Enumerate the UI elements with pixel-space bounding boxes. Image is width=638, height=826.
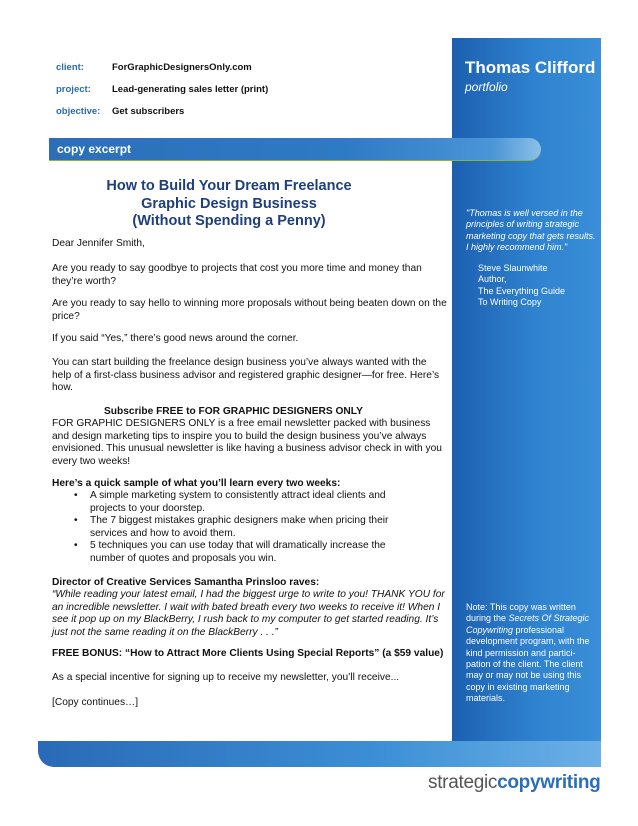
brand-logo [428, 772, 600, 794]
note-text-1: Note: This copy was written during the [466, 602, 576, 624]
portfolio-label: portfolio [465, 80, 508, 94]
project-label: project: [56, 83, 91, 95]
headline-line-2: Graphic Design Business [141, 195, 317, 212]
section-band-label: copy excerpt [57, 142, 132, 156]
sample-heading: Here’s a quick sample of what you’ll learn every two weeks: [52, 478, 341, 489]
testimonial-text: “While reading your latest email, I had the biggest urge to write to you! THANK YOU for an incredible newsletter. I wait with bated breath every two weeks to receive it! When I see it pop up on my BlackBerry, I rush back to my computer to get started reading. It’s just not the same reading it on the BlackBerry . . .” [52, 589, 445, 638]
note-text-2: professional development program, with the kind permission and partici-pation of the client. The client may or may not be using this copy in existing marketing materials. [466, 624, 590, 704]
paragraph-2: Are you ready to say hello to winning more proposals without being beaten down on the price? [52, 298, 447, 322]
client-value: ForGraphicDesignersOnly.com [112, 61, 252, 73]
logo-part-2: copywriting [497, 772, 601, 793]
project-value: Lead-generating sales letter (print) [112, 83, 269, 95]
list-item: • The 7 biggest mistakes graphic designers make when pricing their services and how to avoid them. [90, 515, 420, 540]
bonus-text: As a special incentive for signing up to receive my newsletter, you’ll receive... [52, 672, 400, 683]
objective-row [56, 100, 268, 122]
project-meta [56, 56, 268, 122]
attribution-book-line2: To Writing Copy [478, 297, 542, 308]
headline-line-3: (Without Spending a Penny) [132, 213, 326, 229]
attribution-book-line1: The Everything Guide [478, 285, 566, 296]
bonus-heading: FREE BONUS: “How to Attract More Clients Using Special Reports” (a $59 value) [52, 648, 444, 659]
footer-band [38, 741, 601, 767]
client-row [56, 56, 268, 78]
paragraph-5: FOR GRAPHIC DESIGNERS ONLY is a free email newsletter packed with business and design marketing tips to inspire you to build the design business you’ve always envisioned. This unusual newsletter is like having a business advisor check in with you every two weeks! [52, 418, 442, 467]
subscribe-subhead: Subscribe FREE to FOR GRAPHIC DESIGNERS ONLY [104, 406, 363, 417]
endorsement-quote: "Thomas is well versed in the principles of writing strategic marketing copy that gets results. I highly recommend him." [466, 208, 596, 253]
objective-label: objective: [56, 105, 101, 117]
greeting: Dear Jennifer Smith, [52, 238, 145, 249]
sidebar-note [466, 602, 598, 705]
logo-part-1: strategic [428, 772, 498, 793]
attribution-name: Steve Slaunwhite [478, 263, 548, 273]
paragraph-3: If you said “Yes,” there’s good news around the corner. [52, 333, 299, 344]
paragraph-4: You can start building the freelance design business you’ve always wanted with the help of a first-class business advisor and registered graphic designer—for free. Here’s how. [52, 357, 440, 394]
paragraph-1: Are you ready to say goodbye to projects that cost you more time and money than they’re worth? [52, 263, 422, 287]
project-row [56, 78, 268, 100]
endorsement-attribution [478, 263, 598, 309]
list-item: • 5 techniques you can use today that will dramatically increase the number of quotes and proposals you win. [90, 540, 420, 565]
author-name: Thomas Clifford [465, 58, 596, 77]
note-program-name: Secrets Of Strategic Copywriting [466, 613, 590, 635]
client-label: client: [56, 61, 84, 73]
copy-continues: [Copy continues…] [52, 697, 139, 708]
benefits-list [72, 490, 420, 566]
letter-headline [76, 178, 382, 231]
list-item: • A simple marketing system to consistently attract ideal clients and projects to your doorstep. [90, 490, 420, 515]
attribution-role: Author, [478, 274, 507, 285]
testimonial-heading: Director of Creative Services Samantha Prinsloo raves: [52, 577, 320, 588]
objective-value: Get subscribers [112, 105, 185, 117]
headline-line-1: How to Build Your Dream Freelance [106, 178, 352, 194]
